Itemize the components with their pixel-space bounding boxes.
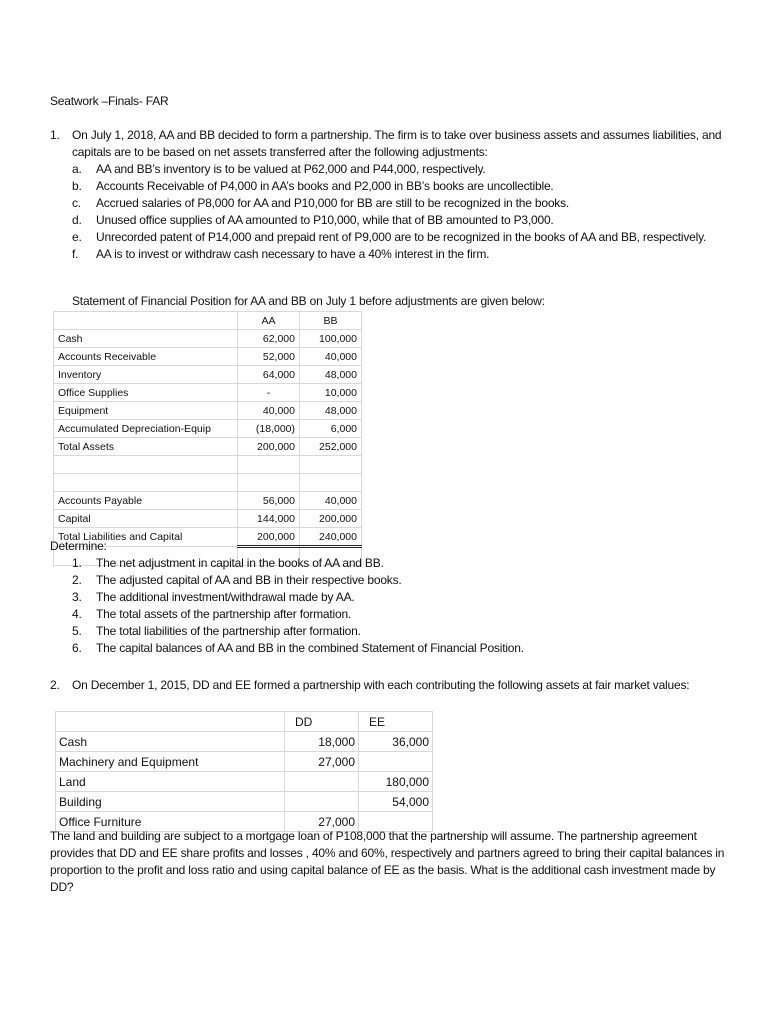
determine-item <box>72 555 524 572</box>
adjustment-letter: c. <box>72 196 81 210</box>
table-cell <box>238 474 300 492</box>
cell-dd: 27,000 <box>285 812 359 832</box>
item-number: 1. <box>72 556 82 570</box>
table-row <box>56 752 433 772</box>
adjustments-list <box>50 161 730 263</box>
cell-aa: 200,000 <box>238 528 300 547</box>
item-text: The additional investment/withdrawal made by AA. <box>96 590 355 604</box>
cell-ee: 54,000 <box>359 792 433 812</box>
item-text: The total liabilities of the partnership after formation. <box>96 624 361 638</box>
table-spacer-row <box>54 474 362 492</box>
problem-2-intro-text: On December 1, 2015, DD and EE formed a partnership with each contributing the following assets at fair market values: <box>72 678 690 692</box>
item-number: 3. <box>72 590 82 604</box>
cell-bb: 48,000 <box>300 402 362 420</box>
column-header-bb: BB <box>300 312 362 330</box>
cell-bb: 252,000 <box>300 438 362 456</box>
cell-dd: 27,000 <box>285 752 359 772</box>
problem-1 <box>50 127 730 263</box>
row-label: Office Furniture <box>56 812 285 832</box>
contributions-table <box>55 711 433 832</box>
table-row <box>54 348 362 366</box>
adjustment-letter: a. <box>72 162 82 176</box>
financial-position-table <box>53 311 362 566</box>
determine-list <box>72 555 524 657</box>
cell-ee: 36,000 <box>359 732 433 752</box>
cell-bb: 40,000 <box>300 492 362 510</box>
cell-bb: 40,000 <box>300 348 362 366</box>
adjustment-letter: d. <box>72 213 82 227</box>
table-row <box>54 492 362 510</box>
row-label: Accumulated Depreciation-Equip <box>54 420 238 438</box>
cell-bb: 6,000 <box>300 420 362 438</box>
item-text: The total assets of the partnership after formation. <box>96 607 352 621</box>
cell-dd <box>285 772 359 792</box>
table-row <box>54 366 362 384</box>
statement-title: Statement of Financial Position for AA and BB on July 1 before adjustments are given below: <box>72 294 545 308</box>
cell-ee <box>359 752 433 772</box>
row-label: Building <box>56 792 285 812</box>
table-row <box>56 732 433 752</box>
table-cell <box>56 712 285 732</box>
item-number: 2. <box>72 573 82 587</box>
cell-aa: 64,000 <box>238 366 300 384</box>
cell-aa: 144,000 <box>238 510 300 528</box>
item-number: 5. <box>72 624 82 638</box>
row-label: Total Assets <box>54 438 238 456</box>
column-header-aa: AA <box>238 312 300 330</box>
adjustment-text: Unused office supplies of AA amounted to P10,000, while that of BB amounted to P3,000. <box>96 213 554 227</box>
table-row <box>54 384 362 402</box>
row-label: Accounts Payable <box>54 492 238 510</box>
determine-item <box>72 640 524 657</box>
row-label: Inventory <box>54 366 238 384</box>
item-number: 6. <box>72 641 82 655</box>
adjustment-text: Unrecorded patent of P14,000 and prepaid rent of P9,000 are to be recognized in the books of AA and BB, respectively. <box>96 230 707 244</box>
adjustment-text: AA and BB’s inventory is to be valued at P62,000 and P44,000, respectively. <box>96 162 486 176</box>
determine-item <box>72 589 524 606</box>
cell-dd: 18,000 <box>285 732 359 752</box>
row-label: Machinery and Equipment <box>56 752 285 772</box>
adjustment-text: Accrued salaries of P8,000 for AA and P10,000 for BB are still to be recognized in the books. <box>96 196 570 210</box>
cell-bb: 240,000 <box>300 528 362 547</box>
cell-aa: (18,000) <box>238 420 300 438</box>
adjustment-text: Accounts Receivable of P4,000 in AA’s books and P2,000 in BB’s books are uncollectible. <box>96 179 554 193</box>
table-row <box>54 510 362 528</box>
determine-item <box>72 606 524 623</box>
determine-label: Determine: <box>50 539 107 553</box>
problem-2-intro <box>50 677 752 694</box>
item-text: The capital balances of AA and BB in the combined Statement of Financial Position. <box>96 641 524 655</box>
table-cell <box>54 456 238 474</box>
table-cell <box>54 312 238 330</box>
cell-aa: 52,000 <box>238 348 300 366</box>
cell-bb: 48,000 <box>300 366 362 384</box>
cell-bb: 100,000 <box>300 330 362 348</box>
problem-2-question: The land and building are subject to a mortgage loan of P108,000 that the partnership will assume. The partnership agreement provides that DD and EE share profits and losses , 40% and 60%, respectively and partners agreed to bring their capital balances in proportion to the profit and loss ratio and using capital balance of EE as the basis. What is the additional cash investment made by DD? <box>50 829 725 894</box>
cell-bb: 10,000 <box>300 384 362 402</box>
cell-aa: - <box>238 384 300 402</box>
adjustment-letter: b. <box>72 179 82 193</box>
table-cell <box>238 456 300 474</box>
page-title: Seatwork –Finals- FAR <box>50 94 169 108</box>
item-text: The adjusted capital of AA and BB in their respective books. <box>96 573 402 587</box>
row-label: Total Liabilities and Capital <box>54 528 238 547</box>
column-header-dd: DD <box>285 712 359 732</box>
cell-aa: 200,000 <box>238 438 300 456</box>
row-label: Equipment <box>54 402 238 420</box>
cell-dd <box>285 792 359 812</box>
problem-1-intro <box>50 127 730 161</box>
adjustment-item <box>50 161 730 178</box>
problem-2-number: 2. <box>50 678 60 692</box>
adjustment-item <box>50 195 730 212</box>
determine-item <box>72 623 524 640</box>
table-row <box>54 402 362 420</box>
row-label: Cash <box>56 732 285 752</box>
adjustment-item <box>50 229 730 246</box>
table-cell <box>300 456 362 474</box>
adjustment-item <box>50 178 730 195</box>
cell-aa: 62,000 <box>238 330 300 348</box>
cell-aa: 56,000 <box>238 492 300 510</box>
column-header-ee: EE <box>359 712 433 732</box>
table-row <box>54 420 362 438</box>
table-cell <box>300 474 362 492</box>
table-spacer-row <box>54 456 362 474</box>
item-text: The net adjustment in capital in the books of AA and BB. <box>96 556 384 570</box>
table-row <box>54 330 362 348</box>
problem-1-number: 1. <box>50 128 60 142</box>
table-header-row <box>54 312 362 330</box>
determine-item <box>72 572 524 589</box>
row-label: Cash <box>54 330 238 348</box>
row-label: Land <box>56 772 285 792</box>
cell-aa: 40,000 <box>238 402 300 420</box>
cell-bb: 200,000 <box>300 510 362 528</box>
item-number: 4. <box>72 607 82 621</box>
row-label: Capital <box>54 510 238 528</box>
adjustment-item <box>50 246 730 263</box>
table-row <box>56 792 433 812</box>
adjustment-text: AA is to invest or withdraw cash necessary to have a 40% interest in the firm. <box>96 247 490 261</box>
table-row-total-assets <box>54 438 362 456</box>
table-cell <box>54 474 238 492</box>
problem-1-intro-text: On July 1, 2018, AA and BB decided to form a partnership. The firm is to take over business assets and assumes liabilities, and capitals are to be based on net assets transferred after the following adjustments: <box>72 128 722 159</box>
adjustment-letter: f. <box>72 247 79 261</box>
row-label: Office Supplies <box>54 384 238 402</box>
table-row <box>56 772 433 792</box>
adjustment-item <box>50 212 730 229</box>
adjustment-letter: e. <box>72 230 82 244</box>
row-label: Accounts Receivable <box>54 348 238 366</box>
table-header-row <box>56 712 433 732</box>
cell-ee: 180,000 <box>359 772 433 792</box>
